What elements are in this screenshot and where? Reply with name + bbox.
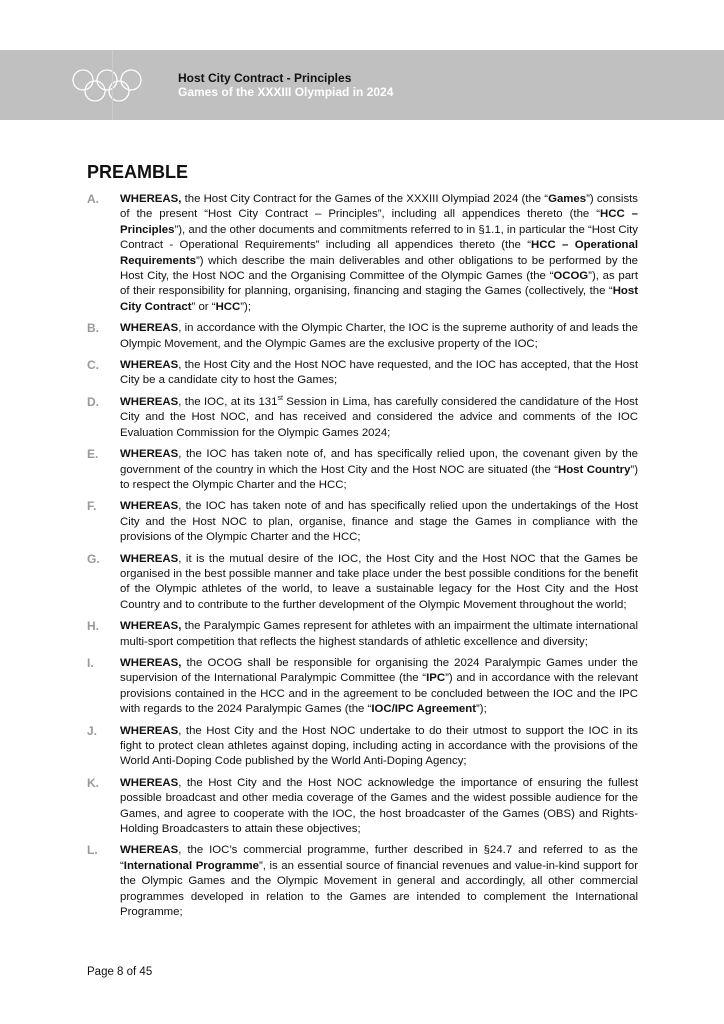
item-letter: L. <box>87 843 98 858</box>
text-segment: the Paralympic Games represent for athletes with an impairment the ultimate international multi-sport competition that reflects the highest standards of athletic excellence and diversity; <box>120 620 638 648</box>
olympic-rings-icon <box>72 68 142 104</box>
text-segment: ”) which describe the main deliverables and other obligations to be performed by the Host City, the Host NOC and the Organising Committee of the Olympic Games (the “ <box>120 254 638 283</box>
preamble-item <box>87 192 638 315</box>
defined-term: WHEREAS, <box>120 193 182 205</box>
text-segment: ”, is an essential source of financial revenues and value-in-kind support for the Olympic Games and the Olympic Movement in general and accordingly, all other commercial programmes developed in relation to the Games are intended to complement the International Programme; <box>120 859 638 919</box>
item-letter: F. <box>87 499 97 514</box>
text-segment: , the IOC has taken note of and has specifically relied upon the undertakings of the Host City and the Host NOC to plan, organise, finance and stage the Games in compliance with the provisions of the Olympic Charter and the HCC; <box>120 500 638 544</box>
preamble-item <box>87 724 638 770</box>
text-segment: ”), as part of their responsibility for planning, organising, financing and staging the Games (collectively, the “ <box>120 270 638 298</box>
defined-term: WHEREAS, <box>120 656 182 669</box>
defined-term: IOC/IPC Agreement <box>371 703 476 716</box>
defined-term: WHEREAS <box>120 844 179 857</box>
item-letter: B. <box>87 321 99 336</box>
defined-term: WHEREAS <box>120 500 179 513</box>
preamble-item <box>87 321 638 352</box>
text-segment: , the IOC has taken note of, and has specifically relied upon, the covenant given by the government of the country in which the Host City and the Host NOC are situated (the “ <box>120 448 638 476</box>
text-segment: the Host City Contract for the Games of the XXXIII Olympiad 2024 (the “ <box>181 193 549 205</box>
defined-term: HCC – Principles <box>120 208 638 236</box>
text-segment: , it is the mutual desire of the IOC, the Host City and the Host NOC that the Games be organised in the best possible manner and take place under the best possible conditions for the benefit of the Olympic athletes of the world, to leave a sustainable legacy for the Host City and the Host Country and to contribute to the further development of the Olympic Movement throughout the world; <box>120 552 638 611</box>
preamble-item <box>87 447 638 493</box>
text-segment: , in accordance with the Olympic Charter, the IOC is the supreme authority of and leads the Olympic Movement, and the Olympic Games are the exclusive property of the IOC; <box>120 322 638 350</box>
text-segment: ”) to respect the Olympic Charter and the HCC; <box>120 463 639 491</box>
defined-term: WHEREAS <box>120 552 179 565</box>
section-heading: PREAMBLE <box>87 162 189 182</box>
document-header-band <box>0 50 724 120</box>
item-text <box>120 724 638 770</box>
preamble-item <box>87 499 638 545</box>
item-text <box>120 499 638 545</box>
header-divider <box>112 50 113 120</box>
defined-term: Host City Contract <box>120 285 638 313</box>
header-subtitle: Games of the XXXIII Olympiad in 2024 <box>178 85 394 99</box>
item-text <box>120 843 638 920</box>
text-segment: the OCOG shall be responsible for organising the 2024 Paralympic Games under the supervision of the International Paralympic Committee (the “ <box>120 656 638 685</box>
preamble-item <box>87 776 638 838</box>
item-text <box>120 776 638 838</box>
text-segment: , the Host City and the Host NOC acknowledge the importance of ensuring the fullest possible broadcast and other media coverage of the Games and the widest possible audience for the Games, and agree to cooperate with the IOC, the host broadcaster of the Games (OBS) and Rights-Holding Broadcasters to attain these objectives; <box>120 776 638 836</box>
text-segment: , the Host City and the Host NOC have requested, and the IOC has accepted, that the Host City be a candidate city to host the Games; <box>120 359 638 387</box>
item-letter: H. <box>87 619 99 634</box>
defined-term: WHEREAS <box>120 448 179 461</box>
item-text <box>120 552 638 614</box>
preamble-item <box>87 358 638 389</box>
item-text <box>120 447 638 493</box>
item-text <box>120 395 638 441</box>
item-letter: I. <box>87 655 94 670</box>
defined-term: WHEREAS <box>120 359 179 372</box>
text-segment: ” or “ <box>191 300 216 313</box>
preamble-item <box>87 843 638 920</box>
item-text <box>120 192 638 315</box>
header-title: Host City Contract - Principles <box>178 71 352 85</box>
text-segment: , the IOC’s commercial programme, further described in §24.7 and referred to as the “ <box>120 844 638 872</box>
text-segment: , the IOC, at its 131 <box>178 395 278 408</box>
defined-term: WHEREAS <box>120 395 179 408</box>
item-letter: E. <box>87 447 99 462</box>
defined-term: Host Country <box>558 463 631 476</box>
defined-term: International Programme <box>123 859 259 872</box>
text-segment: st <box>277 395 283 403</box>
text-segment: ”) and in accordance with the relevant provisions contained in the HCC and in the agreement to be concluded between the IOC and the IPC with regards to the 2024 Paralympic Games (the “ <box>120 672 638 716</box>
defined-term: WHEREAS, <box>120 620 182 633</box>
page-number: Page 8 of 45 <box>87 966 153 978</box>
defined-term: WHEREAS <box>120 322 179 335</box>
defined-term: HCC – Operational Requirements <box>120 239 639 267</box>
item-text <box>120 619 638 650</box>
item-letter: A. <box>87 192 99 206</box>
text-segment: ”); <box>476 703 487 716</box>
defined-term: OCOG <box>553 270 589 283</box>
item-letter: G. <box>87 551 100 566</box>
text-segment: Session in Lima, has carefully considered the candidature of the Host City and the Host NOC, and has received and considered the advice and comments of the IOC Evaluation Commission for the Olympic Games 2024; <box>120 395 638 439</box>
preamble-item <box>87 395 638 441</box>
text-segment: , the Host City and the Host NOC undertake to do their utmost to support the IOC in its fight to protect clean athletes against doping, including acting in accordance with the provisions of the World Anti-Doping Code published by the World Anti-Doping Agency; <box>120 724 638 768</box>
preamble-item <box>87 656 638 718</box>
item-text <box>120 321 638 352</box>
item-letter: D. <box>87 394 99 409</box>
text-segment: ”); <box>240 300 252 313</box>
defined-term: Games <box>548 193 587 205</box>
defined-term: WHEREAS <box>120 776 179 789</box>
item-letter: C. <box>87 358 99 373</box>
preamble-item <box>87 552 638 614</box>
item-text <box>120 358 638 389</box>
defined-term: IPC <box>426 672 446 685</box>
item-letter: J. <box>87 723 98 738</box>
preamble-list <box>87 192 638 926</box>
text-segment: ”) consists of the present “Host City Contract – Principles”, including all appendices thereto (the “ <box>120 193 639 221</box>
item-letter: K. <box>87 775 99 790</box>
defined-term: WHEREAS <box>120 724 179 737</box>
preamble-item <box>87 619 638 650</box>
text-segment: ”), and the other documents and commitments referred to in §1.1, in particular the “Host City Contract - Operational Requirements” including all appendices thereto (the “ <box>120 223 638 252</box>
defined-term: HCC <box>215 300 241 313</box>
item-text <box>120 656 638 718</box>
